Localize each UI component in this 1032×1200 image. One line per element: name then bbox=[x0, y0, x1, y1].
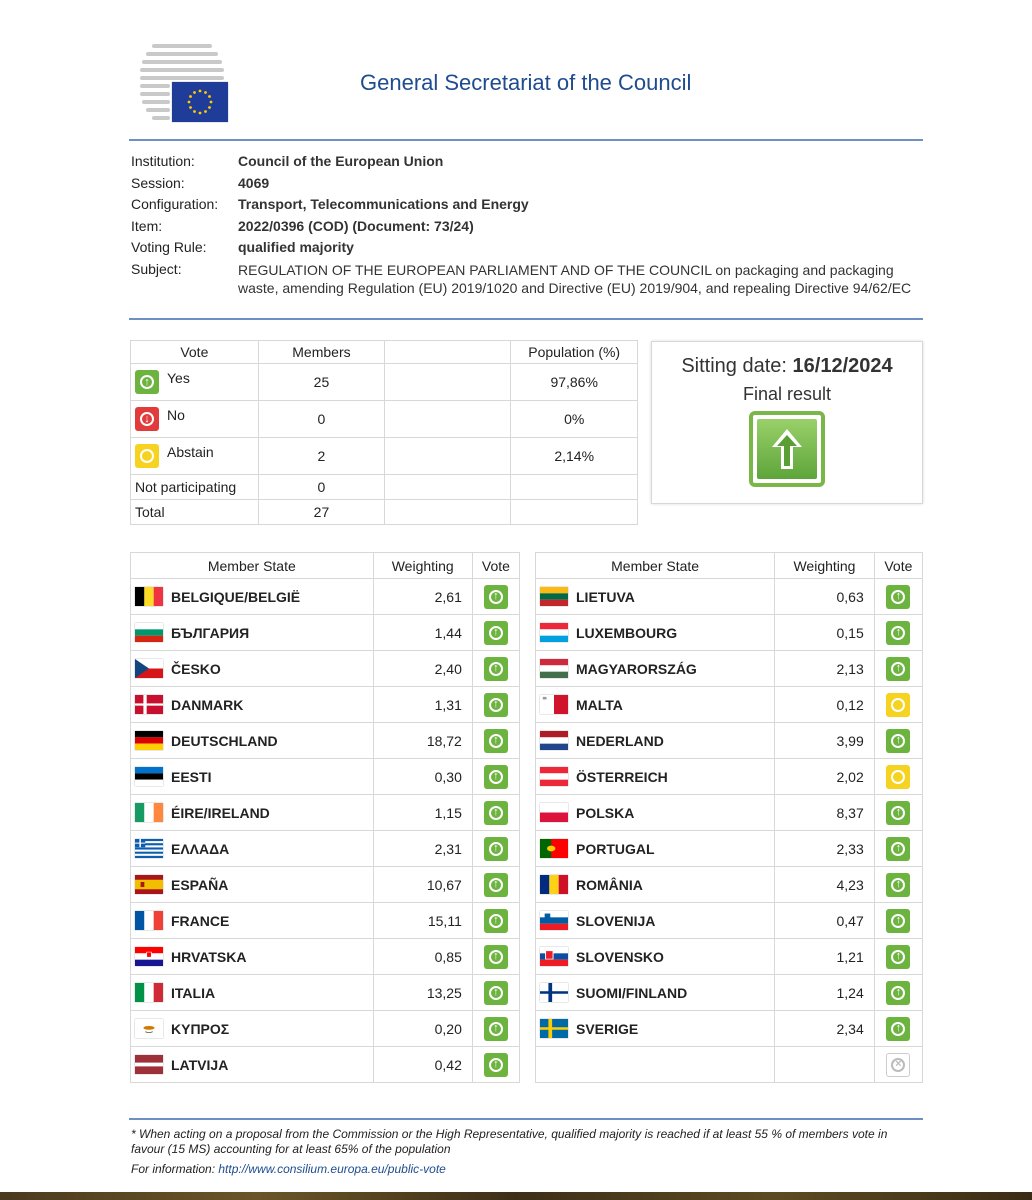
weighting-value bbox=[775, 1047, 875, 1083]
vote-yes-icon: ↑ bbox=[886, 873, 910, 897]
weighting-value: 1,15 bbox=[373, 795, 472, 831]
member-state-row bbox=[536, 939, 923, 975]
sitting-date-value: 16/12/2024 bbox=[792, 355, 893, 377]
vote-label: Total bbox=[131, 500, 259, 525]
member-states-table-right bbox=[535, 552, 923, 1083]
vote-yes-icon: ↑ bbox=[886, 981, 910, 1005]
weighting-value: 1,44 bbox=[373, 615, 472, 651]
weighting-value: 0,20 bbox=[373, 1011, 472, 1047]
flag-ie-icon bbox=[135, 803, 163, 822]
member-state-row bbox=[536, 903, 923, 939]
member-state-row bbox=[131, 687, 520, 723]
member-state-name: NEDERLAND bbox=[576, 732, 664, 749]
configuration-value: Transport, Telecommunications and Energy bbox=[238, 196, 529, 212]
member-state-row bbox=[536, 651, 923, 687]
info-label: For information: bbox=[131, 1162, 216, 1176]
weighting-value: 0,30 bbox=[373, 759, 472, 795]
weighting-value: 18,72 bbox=[373, 723, 472, 759]
vote-abstain-icon bbox=[886, 765, 910, 789]
vote-yes-icon: ↑ bbox=[484, 981, 508, 1005]
member-state-row bbox=[131, 795, 520, 831]
flag-cy-icon bbox=[135, 1019, 163, 1038]
vote-abstain-icon bbox=[135, 444, 159, 468]
flag-cz-icon bbox=[135, 659, 163, 678]
member-state-name: ESPAÑA bbox=[171, 876, 229, 893]
column-header: Member State bbox=[131, 553, 374, 579]
member-state-name: DANMARK bbox=[171, 696, 244, 713]
table-row bbox=[131, 401, 638, 438]
member-state-row bbox=[131, 1011, 520, 1047]
vote-yes-icon: ↑ bbox=[484, 909, 508, 933]
institution-value: Council of the European Union bbox=[238, 153, 444, 169]
vote-yes-icon: ↑ bbox=[886, 837, 910, 861]
weighting-value: 2,40 bbox=[373, 651, 472, 687]
final-result-label: Final result bbox=[742, 384, 832, 404]
member-states-table-left bbox=[130, 552, 520, 1083]
member-state-name: SVERIGE bbox=[576, 1020, 639, 1037]
flag-fi-icon bbox=[540, 983, 568, 1002]
column-header: Population (%) bbox=[511, 341, 638, 364]
member-state-row bbox=[131, 939, 520, 975]
member-state-row bbox=[131, 759, 520, 795]
vote-yes-icon: ↑ bbox=[886, 729, 910, 753]
footnote-text: * When acting on a proposal from the Commission or the High Representative, qualified majority is reached if at least 55 % of members vote in favour (15 MS) accounting for at least 65% of the population bbox=[131, 1127, 888, 1156]
not-participating-icon: × bbox=[886, 1053, 910, 1077]
weighting-value: 0,12 bbox=[775, 687, 875, 723]
flag-de-icon bbox=[135, 731, 163, 750]
flag-fr-icon bbox=[135, 911, 163, 930]
member-state-row bbox=[536, 795, 923, 831]
vote-yes-icon: ↑ bbox=[886, 801, 910, 825]
flag-si-icon bbox=[540, 911, 568, 930]
member-state-name: SLOVENSKO bbox=[576, 948, 664, 965]
info-label: Item: bbox=[131, 217, 163, 234]
member-state-name: ÖSTERREICH bbox=[576, 768, 668, 785]
weighting-value: 0,42 bbox=[373, 1047, 472, 1083]
member-state-row bbox=[131, 867, 520, 903]
flag-nl-icon bbox=[540, 731, 568, 750]
member-state-name: SLOVENIJA bbox=[576, 912, 656, 929]
member-state-name: FRANCE bbox=[171, 912, 230, 929]
vote-yes-icon: ↑ bbox=[886, 1017, 910, 1041]
members-count: 2 bbox=[258, 438, 385, 475]
member-state-row bbox=[131, 831, 520, 867]
member-state-row bbox=[536, 975, 923, 1011]
flag-dk-icon bbox=[135, 695, 163, 714]
member-state-name: HRVATSKA bbox=[171, 948, 247, 965]
flag-be-icon bbox=[135, 587, 163, 606]
member-state-row bbox=[536, 723, 923, 759]
member-state-row bbox=[536, 831, 923, 867]
vote-label: No bbox=[167, 407, 185, 423]
weighting-value: 0,63 bbox=[775, 579, 875, 615]
vote-yes-icon: ↑ bbox=[484, 945, 508, 969]
vote-yes-icon: ↑ bbox=[484, 1053, 508, 1077]
final-result-yes-icon bbox=[749, 411, 825, 487]
flag-bg-icon bbox=[135, 623, 163, 642]
member-state-row bbox=[536, 687, 923, 723]
flag-at-icon bbox=[540, 767, 568, 786]
member-state-name: EESTI bbox=[171, 768, 212, 785]
member-state-name: SUOMI/FINLAND bbox=[576, 984, 688, 1001]
weighting-value: 0,47 bbox=[775, 903, 875, 939]
column-header: Vote bbox=[131, 341, 259, 364]
vote-summary-table bbox=[130, 340, 638, 525]
member-state-name: ITALIA bbox=[171, 984, 216, 1001]
weighting-value: 2,34 bbox=[775, 1011, 875, 1047]
info-label: Session: bbox=[131, 174, 185, 191]
member-state-row bbox=[131, 975, 520, 1011]
weighting-value: 8,37 bbox=[775, 795, 875, 831]
flag-sk-icon bbox=[540, 947, 568, 966]
vote-yes-icon: ↑ bbox=[886, 909, 910, 933]
member-state-row bbox=[536, 867, 923, 903]
member-state-name: LUXEMBOURG bbox=[576, 624, 678, 641]
flag-gr-icon bbox=[135, 839, 163, 858]
weighting-value: 2,02 bbox=[775, 759, 875, 795]
vote-yes-icon: ↑ bbox=[484, 873, 508, 897]
info-label: Voting Rule: bbox=[131, 239, 207, 255]
sitting-date bbox=[652, 355, 922, 378]
session-value: 4069 bbox=[238, 174, 270, 191]
vote-label: Yes bbox=[167, 370, 190, 386]
item-value: 2022/0396 (COD) (Document: 73/24) bbox=[238, 217, 474, 234]
column-header: Weighting bbox=[373, 553, 472, 579]
council-logo bbox=[140, 44, 232, 124]
vote-yes-icon: ↑ bbox=[886, 621, 910, 645]
column-header: Weighting bbox=[775, 553, 875, 579]
member-state-row bbox=[131, 903, 520, 939]
info-label: Subject: bbox=[131, 260, 182, 277]
table-row bbox=[131, 438, 638, 475]
member-state-name: ΕΛΛΑΔΑ bbox=[171, 840, 230, 857]
divider bbox=[129, 318, 923, 320]
column-header: Vote bbox=[472, 553, 519, 579]
public-vote-link[interactable]: http://www.consilium.europa.eu/public-vote bbox=[218, 1162, 446, 1176]
member-state-row bbox=[536, 1047, 923, 1083]
subject-value: REGULATION OF THE EUROPEAN PARLIAMENT AND OF THE COUNCIL on packaging and packaging waste, amending Regulation (EU) 2019/1020 and Directive (EU) 2019/904, and repealing Directive 94/62/EC bbox=[238, 261, 912, 296]
member-state-row bbox=[536, 579, 923, 615]
member-state-row bbox=[131, 615, 520, 651]
sitting-date-label: Sitting date: bbox=[681, 355, 787, 377]
member-state-row bbox=[131, 723, 520, 759]
member-state-name: ÉIRE/IRELAND bbox=[171, 804, 270, 821]
member-state-name: POLSKA bbox=[576, 804, 635, 821]
column-header: Members bbox=[258, 341, 385, 364]
population-value bbox=[511, 500, 638, 525]
vote-yes-icon: ↑ bbox=[484, 837, 508, 861]
weighting-value: 2,31 bbox=[373, 831, 472, 867]
vote-yes-icon: ↑ bbox=[484, 657, 508, 681]
weighting-value: 2,33 bbox=[775, 831, 875, 867]
population-value: 2,14% bbox=[511, 438, 638, 475]
vote-no-icon: ↓ bbox=[135, 407, 159, 431]
member-state-name: LIETUVA bbox=[576, 588, 635, 605]
vote-yes-icon: ↑ bbox=[484, 693, 508, 717]
column-header: Member State bbox=[536, 553, 775, 579]
weighting-value: 0,85 bbox=[373, 939, 472, 975]
eu-flag-icon bbox=[172, 82, 228, 122]
info-label: Configuration: bbox=[131, 196, 219, 212]
member-state-row bbox=[536, 615, 923, 651]
vote-yes-icon: ↑ bbox=[484, 801, 508, 825]
background-strip bbox=[0, 1192, 1032, 1200]
table-row bbox=[131, 500, 638, 525]
weighting-value: 2,13 bbox=[775, 651, 875, 687]
member-state-name: MAGYARORSZÁG bbox=[576, 660, 697, 677]
flag-hu-icon bbox=[540, 659, 568, 678]
members-count: 0 bbox=[258, 475, 385, 500]
flag-pl-icon bbox=[540, 803, 568, 822]
flag-lv-icon bbox=[135, 1055, 163, 1074]
population-value: 97,86% bbox=[511, 364, 638, 401]
vote-yes-icon: ↑ bbox=[886, 585, 910, 609]
vote-label: Abstain bbox=[167, 444, 214, 460]
table-row bbox=[131, 475, 638, 500]
divider bbox=[129, 1118, 923, 1120]
divider bbox=[129, 139, 923, 141]
vote-abstain-icon bbox=[886, 693, 910, 717]
vote-yes-icon: ↑ bbox=[484, 585, 508, 609]
members-count: 25 bbox=[258, 364, 385, 401]
member-state-name: DEUTSCHLAND bbox=[171, 732, 278, 749]
flag-hr-icon bbox=[135, 947, 163, 966]
flag-se-icon bbox=[540, 1019, 568, 1038]
vote-yes-icon: ↑ bbox=[484, 729, 508, 753]
flag-mt-icon bbox=[540, 695, 568, 714]
flag-ro-icon bbox=[540, 875, 568, 894]
member-state-name: MALTA bbox=[576, 696, 623, 713]
table-row bbox=[131, 364, 638, 401]
vote-yes-icon: ↑ bbox=[886, 945, 910, 969]
page-title: General Secretariat of the Council bbox=[360, 70, 692, 95]
vote-yes-icon: ↑ bbox=[484, 765, 508, 789]
weighting-value: 1,24 bbox=[775, 975, 875, 1011]
population-value: 0% bbox=[511, 401, 638, 438]
member-state-name: BELGIQUE/BELGIË bbox=[171, 588, 301, 605]
vote-label: Not participating bbox=[131, 475, 259, 500]
member-state-row bbox=[536, 1011, 923, 1047]
flag-ee-icon bbox=[135, 767, 163, 786]
member-state-name: ROMÂNIA bbox=[576, 876, 643, 893]
member-state-name: ΚΥΠΡΟΣ bbox=[171, 1020, 230, 1037]
vote-yes-icon: ↑ bbox=[484, 621, 508, 645]
vote-yes-icon: ↑ bbox=[135, 370, 159, 394]
member-state-row bbox=[131, 651, 520, 687]
flag-es-icon bbox=[135, 875, 163, 894]
vote-yes-icon: ↑ bbox=[886, 657, 910, 681]
session-info bbox=[131, 151, 921, 297]
member-state-name: LATVIJA bbox=[171, 1056, 229, 1073]
final-result-box bbox=[651, 341, 923, 504]
weighting-value: 1,21 bbox=[775, 939, 875, 975]
flag-it-icon bbox=[135, 983, 163, 1002]
weighting-value: 13,25 bbox=[373, 975, 472, 1011]
weighting-value: 4,23 bbox=[775, 867, 875, 903]
column-header: Vote bbox=[874, 553, 922, 579]
info-label: Institution: bbox=[131, 153, 195, 169]
member-state-name: ČESKO bbox=[171, 660, 221, 677]
member-state-name: БЪЛГАРИЯ bbox=[171, 624, 250, 641]
column-header bbox=[385, 341, 511, 364]
footnote bbox=[131, 1127, 911, 1177]
member-state-row bbox=[131, 1047, 520, 1083]
members-count: 27 bbox=[258, 500, 385, 525]
population-value bbox=[511, 475, 638, 500]
member-state-row bbox=[536, 759, 923, 795]
weighting-value: 15,11 bbox=[373, 903, 472, 939]
member-state-name: PORTUGAL bbox=[576, 840, 655, 857]
member-state-row bbox=[131, 579, 520, 615]
vote-yes-icon: ↑ bbox=[484, 1017, 508, 1041]
flag-lt-icon bbox=[540, 587, 568, 606]
weighting-value: 0,15 bbox=[775, 615, 875, 651]
weighting-value: 1,31 bbox=[373, 687, 472, 723]
weighting-value: 3,99 bbox=[775, 723, 875, 759]
voting-rule-value: qualified majority bbox=[238, 239, 354, 255]
members-count: 0 bbox=[258, 401, 385, 438]
flag-pt-icon bbox=[540, 839, 568, 858]
flag-lu-icon bbox=[540, 623, 568, 642]
weighting-value: 10,67 bbox=[373, 867, 472, 903]
weighting-value: 2,61 bbox=[373, 579, 472, 615]
